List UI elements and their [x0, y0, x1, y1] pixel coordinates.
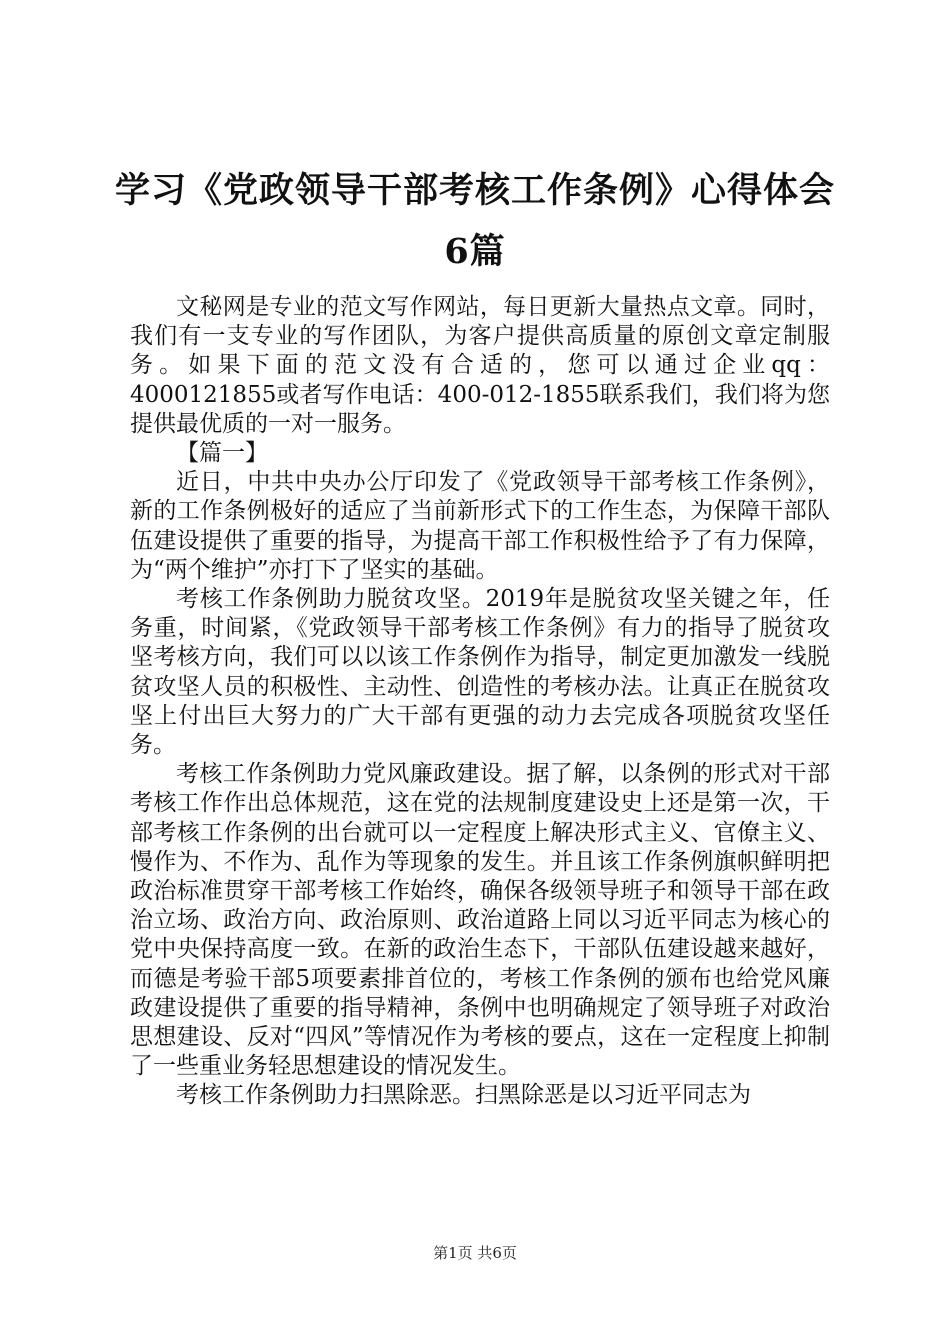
- page-footer: 第1页 共6页: [433, 1244, 517, 1262]
- body-paragraph: 考核工作条例助力扫黑除恶。扫黑除恶是以习近平同志为: [176, 1082, 751, 1109]
- body-paragraph: 考核工作条例助力党风廉政建设。据了解，以条例的形式对干部考核工作作出总体规范，这在党的法规制度建设史上还是第一次，干部考核工作条例的出台就可以一定程度上解决形式主义、官僚主义、慢作为、不作为、乱作为等现象的发生。并且该工作条例旗帜鲜明把政治标准贯穿干部考核工作始终，确保各级领导班子和领导干部在政治立场、政治方向、政治原则、政治道路上同以习近平同志为核心的党中央保持高度一致。在新的政治生态下，干部队伍建设越来越好，而德是考验干部5项要素排首位的，考核工作条例的颁布也给党风廉政建设提供了重要的指导精神，条例中也明确规定了领导班子对政治思想建设、反对“四风”等情况作为考核的要点，这在一定程度上抑制了一些重业务轻思想建设的情况发生。: [130, 761, 830, 1080]
- section-heading: 【篇一】: [176, 440, 268, 467]
- document-title: 学习《党政领导干部考核工作条例》心得体会6篇: [114, 170, 835, 272]
- intro-paragraph: 文秘网是专业的范文写作网站，每日更新大量热点文章。同时，我们有一支专业的写作团队，为客户提供高质量的原创文章定制服务。如果下面的范文没有合适的，您可以通过企业qq：4000121855或者写作电话：400-012-1855联系我们，我们将为您提供最优质的一对一服务。: [130, 294, 830, 437]
- body-paragraph: 近日，中共中央办公厅印发了《党政领导干部考核工作条例》，新的工作条例极好的适应了当前新形式下的工作生态，为保障干部队伍建设提供了重要的指导，为提高干部工作积极性给予了有力保障，为“两个维护”亦打下了坚实的基础。: [130, 469, 830, 583]
- document-body: [130, 293, 830, 1111]
- body-paragraph: 考核工作条例助力脱贫攻坚。2019年是脱贫攻坚关键之年，任务重，时间紧，《党政领导干部考核工作条例》有力的指导了脱贫攻坚考核方向，我们可以以该工作条例作为指导，制定更加激发一线脱贫攻坚人员的积极性、主动性、创造性的考核办法。让真正在脱贫攻坚上付出巨大努力的广大干部有更强的动力去完成各项脱贫攻坚任务。: [130, 586, 830, 759]
